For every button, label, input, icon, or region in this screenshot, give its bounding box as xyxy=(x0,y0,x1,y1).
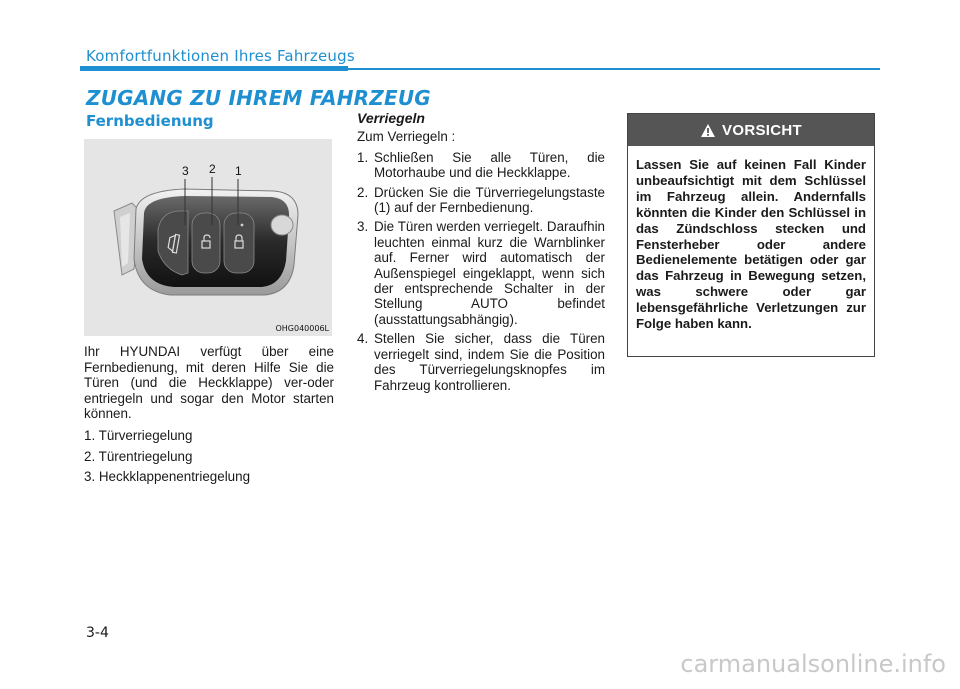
section-title: ZUGANG ZU IHREM FAHRZEUG xyxy=(86,86,431,110)
step-number: 3. xyxy=(357,219,369,235)
caution-text: Lassen Sie auf keinen Fall Kinder unbeaufsichtigt mit dem Schlüssel im Fahrzeug allein. Andernfalls könnten die Kinder den Schlüssel in das Zündschloss stecken und Fensterheber oder andere Bedienelemente betätigen oder gar das Fahrzeug in Bewegung setzen, was schwere oder gar lebensgefährliche Verletzungen zur Folge haben kann. xyxy=(636,157,866,332)
header-rule-thin xyxy=(348,68,880,70)
caution-label: VORSICHT xyxy=(722,121,802,139)
unlock-button xyxy=(192,213,220,273)
lock-indicator-dot xyxy=(241,224,244,227)
step-text: Stellen Sie sicher, dass die Türen verriegelt sind, indem Sie die Position des Türverriegelungsknopfes im Fahrzeug kontrollieren. xyxy=(374,331,605,393)
lock-button xyxy=(224,213,254,273)
button-list-item: 2. Türentriegelung xyxy=(84,448,193,464)
remote-intro-column xyxy=(84,344,334,490)
photo-caption: OHG040006L xyxy=(275,324,329,333)
step-text: Die Türen werden verriegelt. Daraufhin leuchten einmal kurz die Warnblinker auf. Ferner wird automatisch der Außenspiegel eingeklappt, wenn sich der entsprechende Schalter in der Stellung AUTO befindet (ausstattungsabhängig). xyxy=(374,219,605,327)
remote-intro-text: Ihr HYUNDAI verfügt über eine Fernbedienung, mit deren Hilfe Sie die Türen (und die Heckklappe) ver-oder entriegeln und sogar den Motor starten können. xyxy=(84,344,334,422)
header-rule-thick xyxy=(80,66,348,71)
step-number: 1. xyxy=(357,149,369,165)
callout-label-2: 2 xyxy=(209,162,216,176)
caution-header xyxy=(628,114,874,146)
remote-key-illustration xyxy=(84,139,332,336)
step-text: Schließen Sie alle Türen, die Motorhaube und die Heckklappe. xyxy=(374,149,605,181)
step-text: Drücken Sie die Türverriegelungstaste (1) auf der Fernbedienung. xyxy=(374,184,605,216)
subsection-title: Fernbedienung xyxy=(86,112,214,130)
locking-heading: Verriegeln xyxy=(357,110,425,126)
button-list-item: 3. Heckklappenentriegelung xyxy=(84,469,251,485)
step-number: 2. xyxy=(357,184,369,200)
watermark: carmanualsonline.info xyxy=(680,650,946,678)
locking-intro: Zum Verriegeln : xyxy=(357,129,456,145)
remote-key-photo xyxy=(84,139,332,336)
locking-step xyxy=(357,331,605,393)
step-number: 4. xyxy=(357,331,369,347)
locking-step xyxy=(357,219,605,327)
button-list-item: 1. Türverriegelung xyxy=(84,427,193,443)
key-release-button xyxy=(271,215,293,235)
caution-box xyxy=(627,113,875,357)
callout-label-1: 1 xyxy=(235,164,242,178)
button-list xyxy=(84,428,334,485)
warning-triangle-icon xyxy=(700,123,716,138)
chapter-title: Komfortfunktionen Ihres Fahrzeugs xyxy=(86,47,355,65)
locking-step xyxy=(357,185,605,216)
locking-step xyxy=(357,150,605,181)
locking-column xyxy=(357,111,605,397)
callout-label-3: 3 xyxy=(182,164,189,178)
page-number: 3-4 xyxy=(86,625,109,641)
locking-steps xyxy=(357,150,605,393)
